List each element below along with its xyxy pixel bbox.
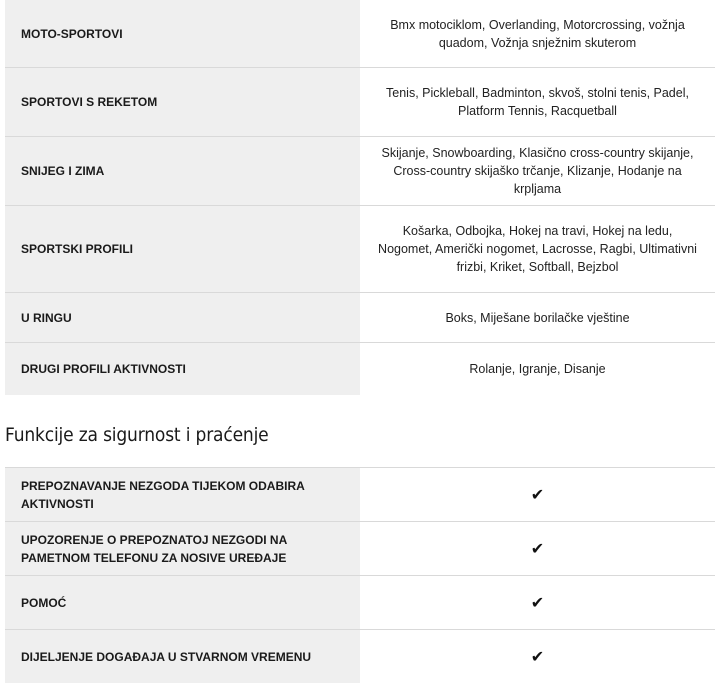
table-row	[5, 0, 715, 68]
row-label: SPORTSKI PROFILI	[5, 206, 360, 292]
table-row	[5, 468, 715, 522]
checkmark-icon: ✔	[530, 646, 545, 666]
table-row	[5, 206, 715, 293]
row-value: Boks, Miješane borilačke vještine	[445, 310, 630, 325]
row-label: SNIJEG I ZIMA	[5, 137, 360, 205]
section-title: Funkcije za sigurnost i praćenje	[5, 424, 269, 446]
safety-features-table	[5, 467, 715, 683]
table-row	[5, 630, 715, 683]
row-value-cell	[360, 576, 715, 629]
table-row	[5, 522, 715, 576]
row-label: UPOZORENJE O PREPOZNATOJ NEZGODI NA PAMETNOM TELEFONU ZA NOSIVE UREĐAJE	[5, 522, 360, 575]
table-row	[5, 137, 715, 206]
row-value-cell	[360, 522, 715, 575]
row-label: DRUGI PROFILI AKTIVNOSTI	[5, 343, 360, 395]
row-value: Košarka, Odbojka, Hokej na travi, Hokej na ledu, Nogomet, Američki nogomet, Lacrosse, Ragbi, Ultimativni frizbi, Kriket, Softball, Bejzbol	[378, 224, 697, 274]
checkmark-icon: ✔	[530, 484, 545, 504]
row-label: DIJELJENJE DOGAĐAJA U STVARNOM VREMENU	[5, 630, 360, 683]
row-value: Skijanje, Snowboarding, Klasično cross-country skijanje, Cross-country skijaško trčanje, Klizanje, Hodanje na krpljama	[381, 146, 694, 196]
activity-profiles-table	[5, 0, 715, 395]
checkmark-icon: ✔	[530, 538, 545, 558]
row-label: POMOĆ	[5, 576, 360, 629]
table-row	[5, 576, 715, 630]
table-row	[5, 343, 715, 395]
row-label: MOTO-SPORTOVI	[5, 0, 360, 67]
row-value: Rolanje, Igranje, Disanje	[469, 362, 606, 376]
row-label: SPORTOVI S REKETOM	[5, 68, 360, 136]
row-value: Bmx motociklom, Overlanding, Motorcrossing, vožnja quadom, Vožnja snježnim skuterom	[390, 17, 685, 50]
row-label: U RINGU	[5, 293, 360, 342]
row-label: PREPOZNAVANJE NEZGODA TIJEKOM ODABIRA AKTIVNOSTI	[5, 468, 360, 521]
table-row	[5, 293, 715, 343]
checkmark-icon: ✔	[530, 592, 545, 612]
table-row	[5, 68, 715, 137]
row-value-cell	[360, 630, 715, 683]
row-value: Tenis, Pickleball, Badminton, skvoš, stolni tenis, Padel, Platform Tennis, Racquetball	[386, 86, 689, 118]
row-value-cell	[360, 468, 715, 521]
